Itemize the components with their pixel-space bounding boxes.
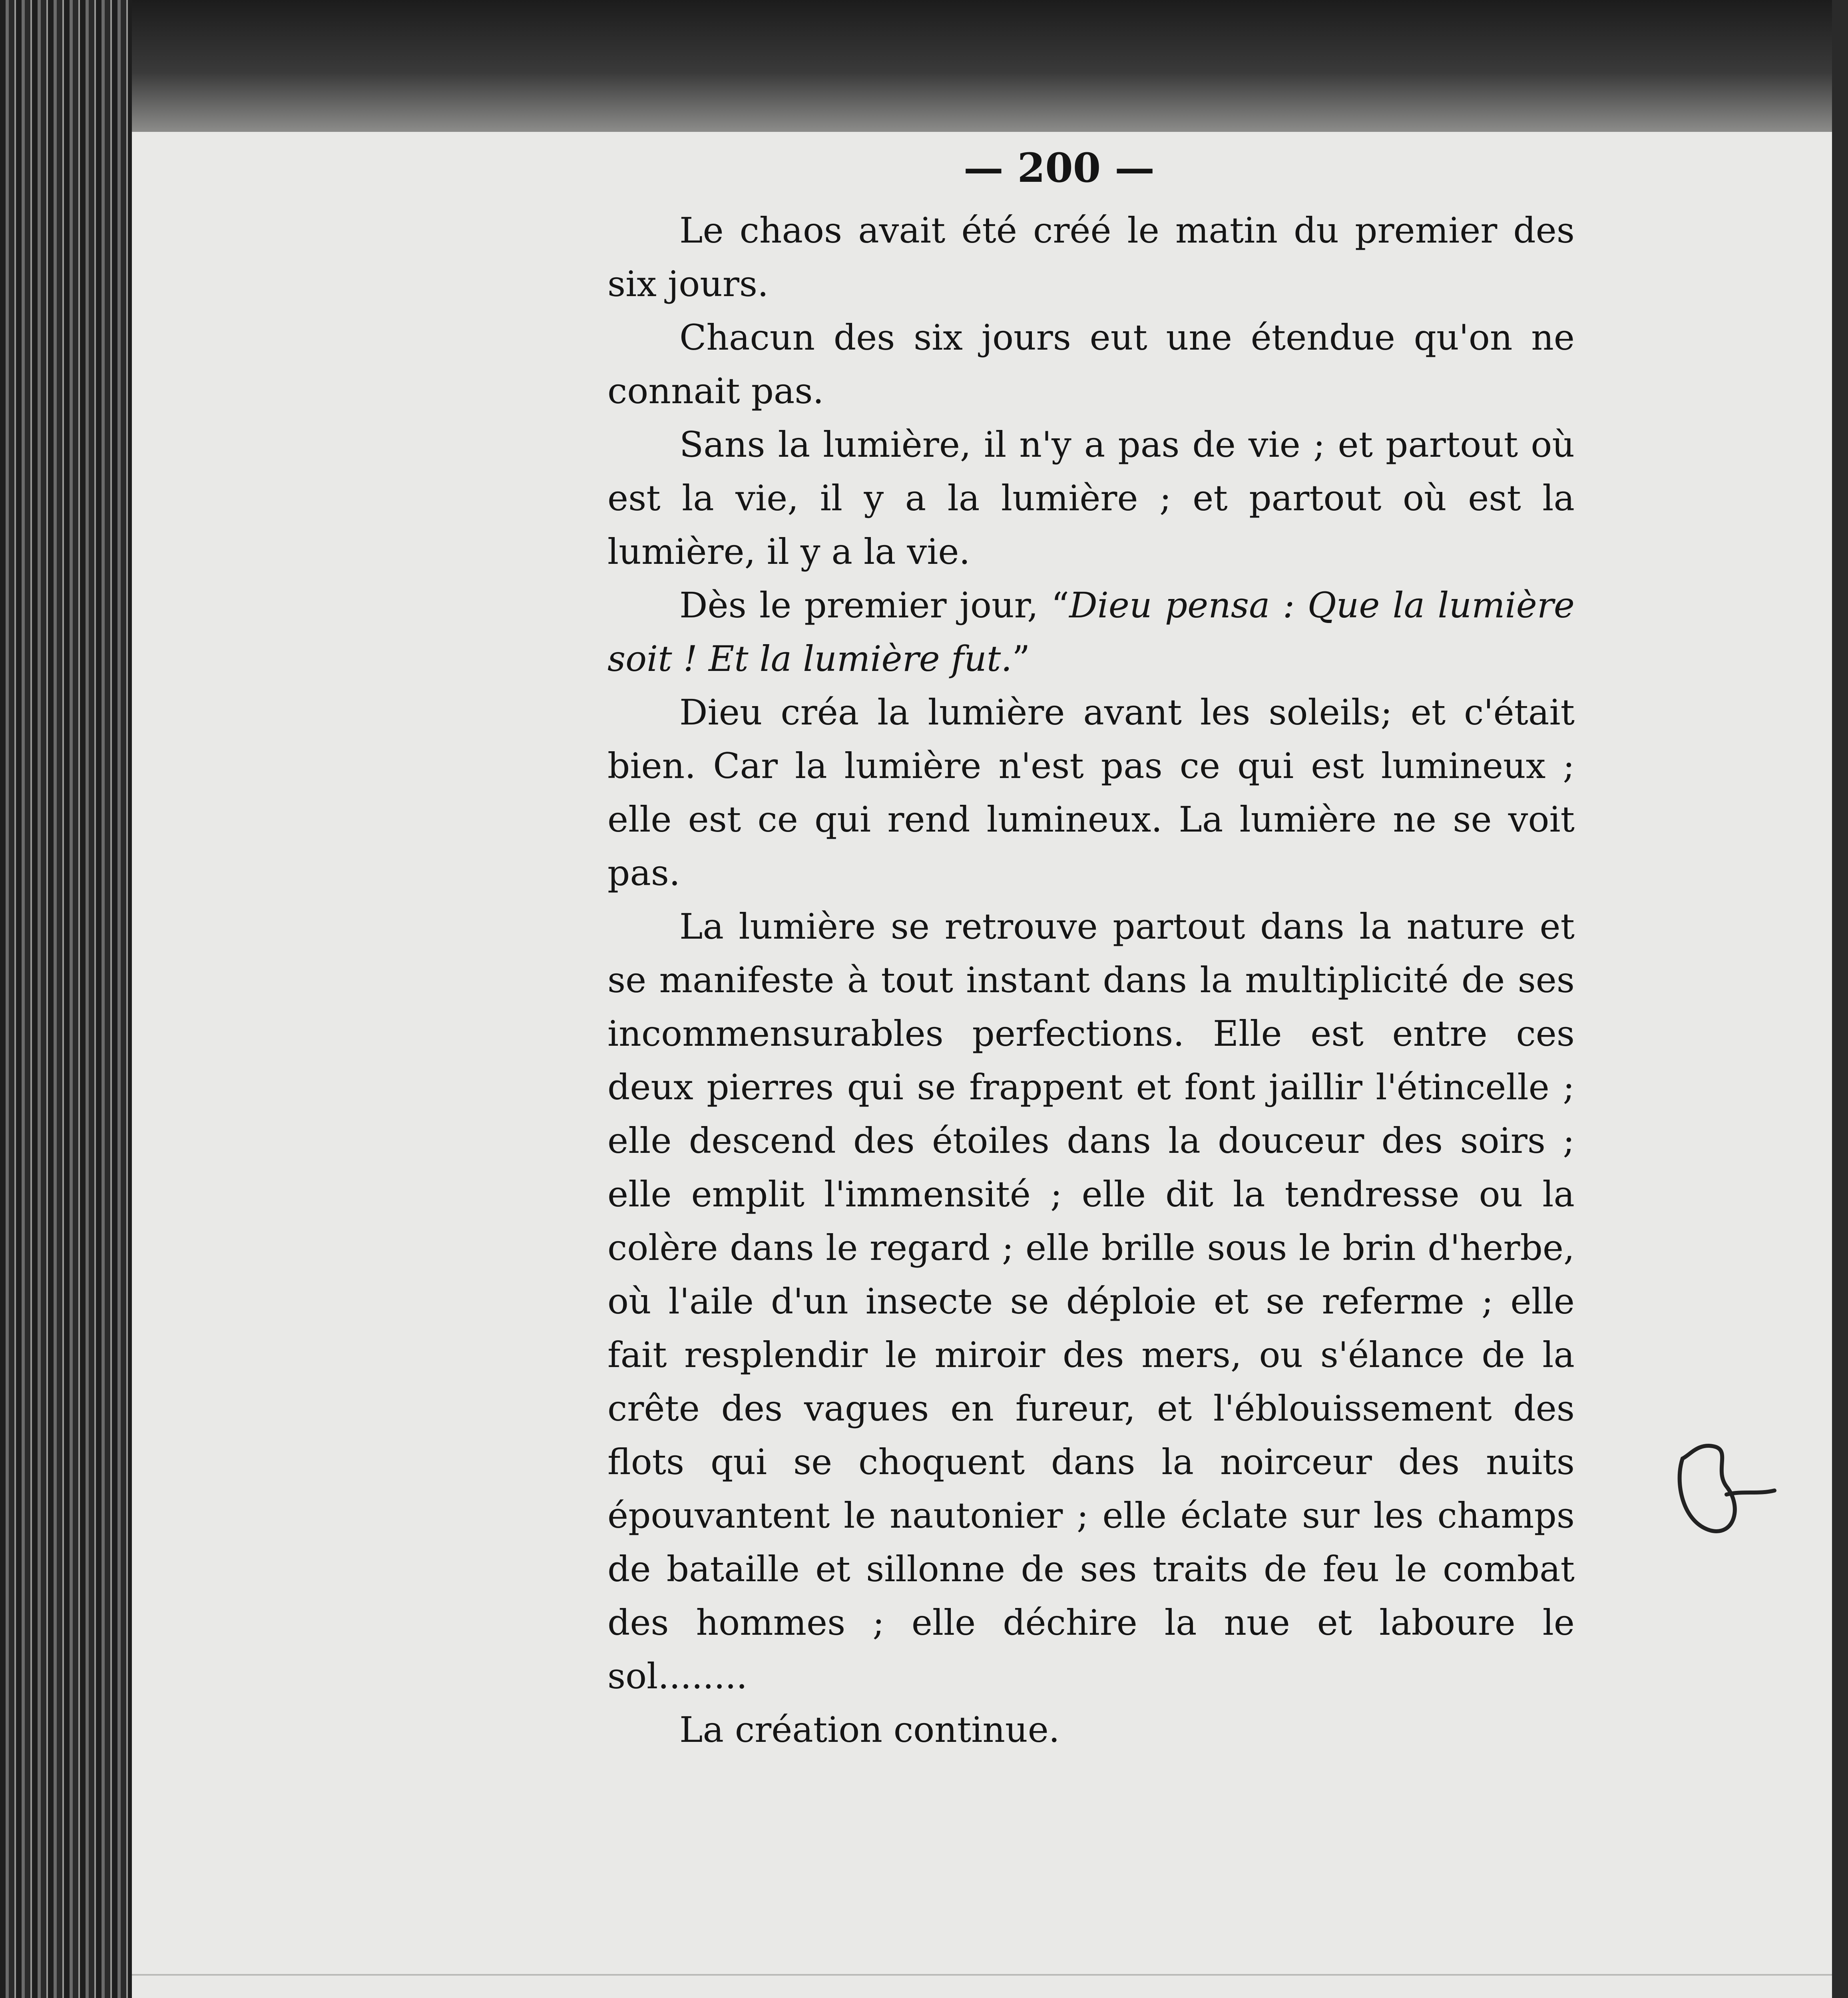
margin-scribble — [1667, 1435, 1794, 1554]
top-page-edge — [0, 0, 1848, 132]
faint-ruled-line — [132, 1974, 1832, 1976]
quote-intro: Dès le premier jour, “ — [679, 585, 1069, 626]
paragraph: La création continue. — [679, 1709, 1060, 1750]
left-page-edges — [0, 0, 132, 1998]
paragraph: Le chaos avait été créé le matin du premier des six jours. — [607, 210, 1575, 304]
paragraph: La lumière se retrouve partout dans la nature et se manifeste à tout instant dans la multiplicité de ses incommensurables perfections. Elle est entre ces deux pierres qui se frappent et font jaillir l'étincelle ; elle descend des étoiles dans la douceur des soirs ; elle emplit l'immensité ; elle dit la tendresse ou la colère dans le regard ; elle brille sous le brin d'herbe, où l'aile d'un insecte se déploie et se referme ; elle fait resplendir le miroir des mers, ou s'élance de la crête des vagues en fureur, et l'éblouissement des flots qui se choquent dans la noirceur des nuits épouvantent le nautonier ; elle éclate sur les champs de bataille et sillonne de ses traits de feu le combat des hommes ; elle déchire la nue et laboure le sol........ — [607, 906, 1575, 1697]
right-page-edge — [1832, 0, 1848, 1998]
paragraph: Dieu créa la lumière avant les soleils; et c'était bien. Car la lumière n'est pas ce qui est lumineux ; elle est ce qui rend lumineux. La lumière ne se voit pas. — [607, 692, 1575, 894]
body-text — [607, 204, 1575, 1757]
page-number: — 200 — — [963, 144, 1155, 191]
quote-text: Dieu pensa : Que la lumière soit ! Et la lumière fut. — [607, 585, 1575, 679]
paragraph: Chacun des six jours eut une étendue qu'on ne connait pas. — [607, 317, 1575, 412]
paragraph-with-quote — [607, 579, 1575, 686]
quote-close: ” — [1012, 638, 1030, 679]
paragraph: Sans la lumière, il n'y a pas de vie ; et partout où est la vie, il y a la lumière ; et partout où est la lumière, il y a la vie. — [607, 424, 1575, 572]
